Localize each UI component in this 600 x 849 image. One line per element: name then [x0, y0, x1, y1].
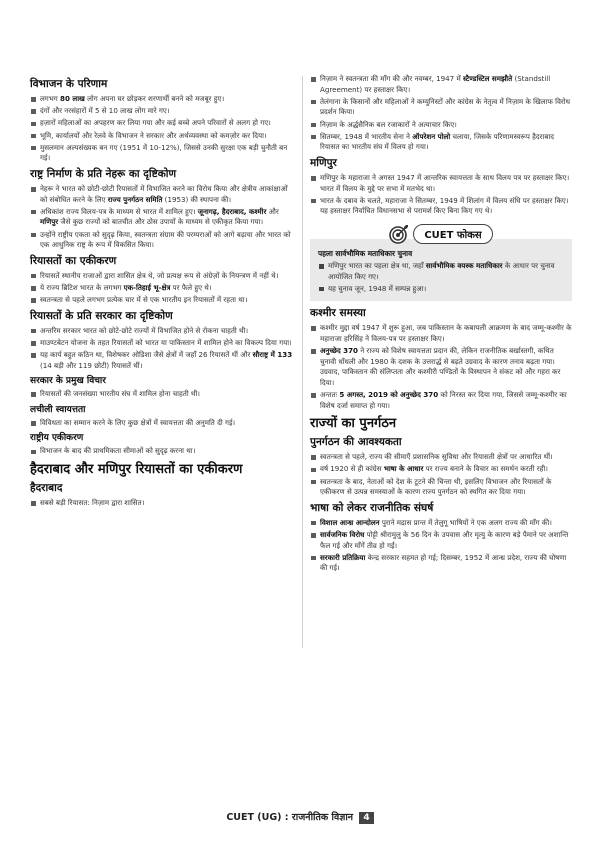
bullet-list	[310, 518, 572, 574]
bullet-item: स्वतन्त्रता से पहले, राज्य की सीमाएँ प्रशासनिक सुविधा और रियासती क्षेत्रों पर आधारित थीं।	[310, 452, 572, 463]
bullet-item: सितम्बर, 1948 में भारतीय सेना ने ऑपरेशन पोलो चलाया, जिसके परिणामस्वरूप हैदराबाद रियासत का भारतीय संघ में विलय हो गया।	[310, 132, 572, 153]
bullet-list	[30, 184, 297, 251]
cuet-focus-box	[310, 223, 572, 301]
bullet-item: नेहरू ने भारत को छोटी-छोटी रियासतों में विभाजित करने का विरोध किया और क्षेत्रीय आकांक्षाओं को संबोधित करने के लिए राज्य पुनर्गठन समिति (1953) की स्थापना की।	[30, 184, 297, 205]
subsection-heading: पुनर्गठन की आवश्यकता	[310, 436, 402, 449]
bullet-item: निज़ाम ने स्वतन्त्रता की माँग की और नवम्बर, 1947 में स्टैण्डस्टिल समझौते (Standstill Agreement) पर हस्ताक्षर किए।	[310, 74, 572, 95]
bullet-item: माउण्टबेटन योजना के तहत रियासतों को भारत या पाकिस्तान में शामिल होने का विकल्प दिया गया।	[30, 338, 297, 349]
bullet-item: निज़ाम के अर्द्धसैनिक बल रजाकारों ने अत्याचार किए।	[310, 120, 572, 131]
bullet-item: वर्ष 1920 से ही कांग्रेस भाषा के आधार पर राज्य बनाने के विचार का समर्थन करती रही।	[310, 464, 572, 475]
section-heading: रियासतों के प्रति सरकार का दृष्टिकोण	[30, 309, 173, 322]
bullet-item: रियासतों की जनसंख्या भारतीय संघ में शामिल होना चाहती थी।	[30, 389, 297, 400]
page-footer	[0, 810, 600, 824]
bullet-item: अन्ततः 5 अगस्त, 2019 को अनुच्छेद 370 को निरस्त कर दिया गया, जिससे जम्मू-कश्मीर का विशेष दर्जा समाप्त हो गया।	[310, 390, 572, 411]
section-heading: मणिपुर	[310, 156, 337, 169]
bullet-item: दंगों और नरसंहारों में 5 से 10 लाख लोग मारे गए।	[30, 106, 297, 117]
bullet-list	[310, 323, 572, 411]
chapter-heading: हैदराबाद और मणिपुर रियासतों का एकीकरण	[30, 462, 243, 477]
bullet-item: विशाल आन्ध्र आन्दोलन पुराने मद्रास प्रान्त में तेलुगू भाषियों ने एक अलग राज्य की माँग की।	[310, 518, 572, 529]
subsection-heading: हैदराबाद	[30, 482, 63, 494]
bullet-item: सरकारी प्रतिक्रिया केन्द्र सरकार सहमत हो गई; दिसम्बर, 1952 में आन्ध्र प्रदेश, राज्य की घोषणा की गई।	[310, 553, 572, 574]
bullet-item: तेलंगाना के किसानों और महिलाओं ने कम्युनिस्टों और कांग्रेस के नेतृत्व में निज़ाम के खिलाफ विरोध प्रदर्शन किया।	[310, 97, 572, 118]
section-heading: विभाजन के परिणाम	[30, 78, 108, 90]
bullet-item: स्वतन्त्रता से पहले लगभग प्रत्येक चार में से एक भारतीय इन रियासतों में रहता था।	[30, 295, 297, 306]
bullet-list	[30, 326, 297, 372]
subsection-heading: लचीली स्वायत्तता	[30, 404, 86, 415]
right-column	[310, 74, 572, 576]
bullet-list	[310, 74, 572, 153]
bullet-item: भूमि, कार्यालयों और रेलवे के विभाजन ने सरकार और अर्थव्यवस्था को कमज़ोर कर दिया।	[30, 131, 297, 142]
bullet-list	[30, 446, 297, 457]
bullet-item: लगभग 80 लाख लोग अपना घर छोड़कर शरणार्थी बनने को मजबूर हुए।	[30, 94, 297, 105]
bullet-item: सार्वजनिक विरोध पोट्टी श्रीरामुलु के 56 दिन के उपवास और मृत्यु के कारण बड़े पैमाने पर अशान्ति फैल गई और माँगें तीव्र हो गईं।	[310, 530, 572, 551]
bullet-item: कश्मीर मुद्दा वर्ष 1947 में शुरू हुआ, जब पाकिस्तान के कबायली आक्रमण के बाद जम्मू-कश्मीर के महाराजा हरिसिंह ने विलय-पत्र पर हस्ताक्षर किए।	[310, 323, 572, 344]
section-heading: भाषा को लेकर राजनीतिक संघर्ष	[310, 501, 434, 514]
left-column	[30, 74, 297, 511]
bullet-item: हज़ारों महिलाओं का अपहरण कर लिया गया और कई बच्चे अपने परिवारों से अलग हो गए।	[30, 118, 297, 129]
bullet-item: मणिपुर भारत का पहला क्षेत्र था, जहाँ सार्वभौमिक वयस्क मताधिकार के आधार पर चुनाव आयोजित किए गए।	[318, 261, 564, 282]
bullet-item: ये राज्य ब्रिटिश भारत के लगभग एक-तिहाई भू-क्षेत्र पर फैले हुए थे।	[30, 283, 297, 294]
bullet-item: उन्होंने राष्ट्रीय एकता को सुदृढ़ किया, स्वतन्त्रता संग्राम की परम्पराओं को आगे बढ़ाया और भारत को एक आधुनिक राष्ट्र के रूप में विकसित किया।	[30, 230, 297, 251]
bullet-list	[30, 271, 297, 306]
page-number: 4	[359, 812, 373, 824]
subsection-heading: राष्ट्रीय एकीकरण	[30, 433, 84, 444]
bullet-item: यह कार्य बहुत कठिन था, विशेषकर ओडिशा जैसे क्षेत्रों में जहाँ 26 रियासतें थीं और सौराष्ट्र में 133 (14 बड़ी और 119 छोटी) रियासतें थीं।	[30, 350, 297, 371]
section-heading: कश्मीर समस्या	[310, 307, 366, 320]
bullet-item: अधिकांश राज्य विलय-पत्र के माध्यम से भारत में शामिल हुए। जूनागढ़, हैदराबाद, कश्मीर और मणिपुर जैसे कुछ राज्यों को बातचीत और ठोस उपायों के माध्यम से एकीकृत किया गया।	[30, 207, 297, 228]
bullet-item: भारत के दबाव के चलते, महाराजा ने सितम्बर, 1949 में शिलांग में विलय संधि पर हस्ताक्षर किए। यह हस्ताक्षर निर्वाचित विधानसभा से परामर्श किए बिना किए गए थे।	[310, 196, 572, 217]
section-heading: राष्ट्र निर्माण के प्रति नेहरू का दृष्टिकोण	[30, 167, 177, 180]
bullet-list	[30, 498, 297, 509]
bullet-item: विविधता का सम्मान करने के लिए कुछ क्षेत्रों में स्वायत्तता की अनुमति दी गई।	[30, 418, 297, 429]
bullet-item: स्वतन्त्रता के बाद, नेताओं को देश के टूटने की चिन्ता थी, इसलिए विभाजन और रियासतों के एकीकरण से उत्पन्न समस्याओं के कारण राज्य पुनर्गठन को स्थगित कर दिया गया।	[310, 477, 572, 498]
bullet-list	[30, 94, 297, 164]
bullet-item: रियासतें स्थानीय राजाओं द्वारा शासित क्षेत्र थे, जो प्रत्यक्ष रूप से अंग्रेज़ों के नियन्त्रण में नहीं थे।	[30, 271, 297, 282]
bullet-list	[310, 173, 572, 217]
bullet-item: सबसे बड़ी रियासत: निज़ाम द्वारा शासित।	[30, 498, 297, 509]
bullet-item: अन्तरिम सरकार भारत को छोटे-छोटे राज्यों में विभाजित होने से रोकना चाहती थी।	[30, 326, 297, 337]
bullet-item: विभाजन के बाद की प्राथमिकता सीमाओं को सुदृढ़ करना था।	[30, 446, 297, 457]
bullet-list	[30, 389, 297, 400]
bullet-list	[318, 261, 564, 294]
cuet-focus-subtitle: पहला सार्वभौमिक मताधिकार चुनाव	[318, 248, 413, 258]
bullet-item: अनुच्छेद 370 ने राज्य को विशेष स्वायत्तता प्रदान की, लेकिन राजनीतिक बर्खास्तगी, कथित चुनावी धाँधली और 1980 के दशक के उत्तरार्द्ध से बढ़ते उग्रवाद के कारण तनाव बढ़ता गया। उग्रवाद, पाकिस्तान की संलिप्तता और कश्मीरी पण्डितों के विस्थापन ने संकट को और गहरा कर दिया।	[310, 346, 572, 388]
bullet-item: यह चुनाव जून, 1948 में सम्पन्न हुआ।	[318, 284, 564, 295]
target-icon	[389, 224, 409, 244]
chapter-heading: राज्यों का पुनर्गठन	[310, 416, 397, 432]
cuet-focus-body	[310, 239, 572, 301]
bullet-list	[30, 418, 297, 429]
column-divider	[302, 76, 303, 648]
bullet-item: मुसलमान अल्पसंख्यक बन गए (1951 में 10-12%), जिससे उनकी सुरक्षा एक बड़ी चुनौती बन गई।	[30, 143, 297, 164]
section-heading: रियासतों का एकीकरण	[30, 254, 117, 267]
section-heading: सरकार के प्रमुख विचार	[30, 376, 106, 387]
cuet-focus-title: CUET फोकस	[413, 224, 492, 244]
footer-label: CUET (UG) : राजनीतिक विज्ञान	[226, 812, 354, 823]
bullet-item: मणिपुर के महाराजा ने अगस्त 1947 में आन्तरिक स्वायत्तता के साथ विलय पत्र पर हस्ताक्षर किए। भारत में विलय के मुद्दे पर सभा में मतभेद था।	[310, 173, 572, 194]
cuet-focus-header	[310, 223, 572, 245]
bullet-list	[310, 452, 572, 498]
